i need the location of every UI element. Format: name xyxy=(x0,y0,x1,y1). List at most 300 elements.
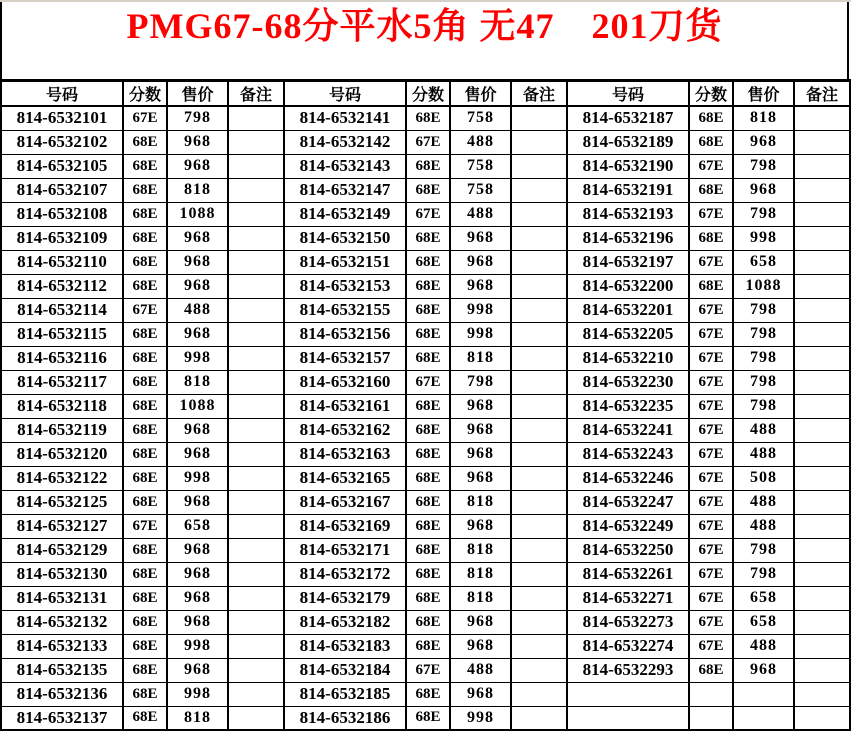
number-cell: 814-6532102 xyxy=(1,130,123,154)
number-cell: 814-6532163 xyxy=(284,442,406,466)
grade-cell: 67E xyxy=(123,298,167,322)
number-cell: 814-6532157 xyxy=(284,346,406,370)
price-cell: 968 xyxy=(733,658,794,682)
table-row xyxy=(1,370,850,394)
price-cell: 488 xyxy=(450,202,511,226)
grade-cell: 67E xyxy=(123,106,167,130)
number-cell: 814-6532197 xyxy=(567,250,689,274)
number-cell: 814-6532151 xyxy=(284,250,406,274)
table-row xyxy=(1,538,850,562)
price-cell: 968 xyxy=(450,634,511,658)
price-cell: 1088 xyxy=(733,274,794,298)
note-cell xyxy=(228,298,284,322)
grade-cell xyxy=(689,682,733,706)
note-cell xyxy=(228,562,284,586)
price-cell: 998 xyxy=(167,634,228,658)
grade-cell: 67E xyxy=(689,586,733,610)
table-row xyxy=(1,130,850,154)
price-cell: 758 xyxy=(450,178,511,202)
price-cell: 488 xyxy=(733,634,794,658)
note-cell xyxy=(228,634,284,658)
number-cell: 814-6532150 xyxy=(284,226,406,250)
grade-cell: 67E xyxy=(406,130,450,154)
grade-cell: 68E xyxy=(123,322,167,346)
grade-cell: 68E xyxy=(406,442,450,466)
grade-cell: 67E xyxy=(689,634,733,658)
table-row xyxy=(1,202,850,226)
number-cell: 814-6532161 xyxy=(284,394,406,418)
number-cell: 814-6532167 xyxy=(284,490,406,514)
note-cell xyxy=(228,346,284,370)
note-cell xyxy=(794,634,850,658)
price-cell: 968 xyxy=(450,226,511,250)
price-cell: 968 xyxy=(450,610,511,634)
note-cell xyxy=(511,202,567,226)
table-row xyxy=(1,490,850,514)
price-cell: 658 xyxy=(167,514,228,538)
price-cell: 798 xyxy=(733,370,794,394)
note-cell xyxy=(228,394,284,418)
table-row xyxy=(1,274,850,298)
note-cell xyxy=(511,154,567,178)
grade-cell: 68E xyxy=(123,610,167,634)
price-cell: 798 xyxy=(450,370,511,394)
grade-cell: 68E xyxy=(406,706,450,730)
number-cell: 814-6532271 xyxy=(567,586,689,610)
note-cell xyxy=(794,682,850,706)
number-cell: 814-6532155 xyxy=(284,298,406,322)
price-cell: 968 xyxy=(450,682,511,706)
number-cell: 814-6532200 xyxy=(567,274,689,298)
price-cell: 1088 xyxy=(167,394,228,418)
note-cell xyxy=(794,490,850,514)
number-cell: 814-6532119 xyxy=(1,418,123,442)
note-cell xyxy=(794,322,850,346)
price-cell: 658 xyxy=(733,250,794,274)
number-cell: 814-6532127 xyxy=(1,514,123,538)
number-cell: 814-6532142 xyxy=(284,130,406,154)
note-cell xyxy=(511,226,567,250)
grade-cell: 68E xyxy=(123,370,167,394)
note-cell xyxy=(511,658,567,682)
price-cell: 658 xyxy=(733,586,794,610)
grade-cell: 67E xyxy=(689,202,733,226)
grade-cell: 68E xyxy=(123,202,167,226)
grade-cell: 67E xyxy=(123,514,167,538)
grade-cell: 68E xyxy=(406,346,450,370)
price-cell: 968 xyxy=(450,394,511,418)
note-cell xyxy=(511,490,567,514)
grade-cell: 68E xyxy=(123,706,167,730)
price-cell: 508 xyxy=(733,466,794,490)
price-cell: 968 xyxy=(167,250,228,274)
note-cell xyxy=(511,298,567,322)
grade-cell: 68E xyxy=(406,610,450,634)
header-note: 备注 xyxy=(228,81,284,107)
note-cell xyxy=(794,250,850,274)
note-cell xyxy=(228,178,284,202)
note-cell xyxy=(511,322,567,346)
grade-cell: 68E xyxy=(406,634,450,658)
note-cell xyxy=(228,706,284,730)
price-cell: 798 xyxy=(733,346,794,370)
header-price: 售价 xyxy=(450,81,511,107)
price-cell: 968 xyxy=(450,250,511,274)
grade-cell: 67E xyxy=(689,466,733,490)
grade-cell: 68E xyxy=(123,274,167,298)
grade-cell: 68E xyxy=(123,418,167,442)
grade-cell: 68E xyxy=(689,130,733,154)
note-cell xyxy=(511,538,567,562)
number-cell: 814-6532136 xyxy=(1,682,123,706)
price-cell: 798 xyxy=(733,538,794,562)
grade-cell: 68E xyxy=(123,250,167,274)
number-cell: 814-6532249 xyxy=(567,514,689,538)
note-cell xyxy=(511,442,567,466)
number-cell: 814-6532182 xyxy=(284,610,406,634)
price-cell: 968 xyxy=(167,442,228,466)
table-row xyxy=(1,562,850,586)
note-cell xyxy=(794,274,850,298)
number-cell: 814-6532230 xyxy=(567,370,689,394)
grade-cell: 68E xyxy=(123,226,167,250)
table-body xyxy=(1,106,850,730)
price-cell: 818 xyxy=(733,106,794,130)
grade-cell: 68E xyxy=(406,466,450,490)
grade-cell: 67E xyxy=(689,250,733,274)
header-number: 号码 xyxy=(567,81,689,107)
note-cell xyxy=(794,202,850,226)
number-cell: 814-6532149 xyxy=(284,202,406,226)
grade-cell: 68E xyxy=(123,154,167,178)
header-note: 备注 xyxy=(511,81,567,107)
number-cell: 814-6532235 xyxy=(567,394,689,418)
price-cell: 968 xyxy=(167,538,228,562)
grade-cell: 67E xyxy=(689,298,733,322)
note-cell xyxy=(228,466,284,490)
grade-cell: 68E xyxy=(406,562,450,586)
table-row xyxy=(1,250,850,274)
price-cell: 798 xyxy=(167,106,228,130)
number-cell: 814-6532137 xyxy=(1,706,123,730)
number-cell: 814-6532243 xyxy=(567,442,689,466)
note-cell xyxy=(228,658,284,682)
price-cell: 818 xyxy=(450,346,511,370)
grade-cell: 68E xyxy=(123,658,167,682)
number-cell: 814-6532201 xyxy=(567,298,689,322)
grade-cell: 68E xyxy=(406,154,450,178)
header-number: 号码 xyxy=(1,81,123,107)
note-cell xyxy=(228,274,284,298)
grade-cell: 67E xyxy=(689,346,733,370)
number-cell: 814-6532156 xyxy=(284,322,406,346)
price-cell: 968 xyxy=(450,514,511,538)
grade-cell: 68E xyxy=(689,178,733,202)
price-cell: 798 xyxy=(733,562,794,586)
grade-cell: 68E xyxy=(406,586,450,610)
number-cell: 814-6532114 xyxy=(1,298,123,322)
grade-cell: 68E xyxy=(123,538,167,562)
header-row xyxy=(1,81,850,107)
price-table xyxy=(0,79,851,731)
note-cell xyxy=(511,250,567,274)
table-row xyxy=(1,442,850,466)
table-row xyxy=(1,226,850,250)
number-cell: 814-6532190 xyxy=(567,154,689,178)
price-cell xyxy=(733,706,794,730)
note-cell xyxy=(228,610,284,634)
grade-cell: 68E xyxy=(123,178,167,202)
table-row xyxy=(1,514,850,538)
price-cell: 998 xyxy=(167,466,228,490)
grade-cell: 68E xyxy=(689,274,733,298)
table-row xyxy=(1,466,850,490)
table-row xyxy=(1,706,850,730)
price-cell: 968 xyxy=(733,130,794,154)
grade-cell: 68E xyxy=(123,394,167,418)
table-row xyxy=(1,178,850,202)
number-cell: 814-6532153 xyxy=(284,274,406,298)
price-cell: 488 xyxy=(733,514,794,538)
table-row xyxy=(1,298,850,322)
note-cell xyxy=(511,466,567,490)
grade-cell: 68E xyxy=(406,226,450,250)
number-cell: 814-6532162 xyxy=(284,418,406,442)
table-row xyxy=(1,346,850,370)
price-cell: 1088 xyxy=(167,202,228,226)
grade-cell: 68E xyxy=(123,634,167,658)
note-cell xyxy=(511,418,567,442)
number-cell: 814-6532116 xyxy=(1,346,123,370)
table-row xyxy=(1,154,850,178)
header-grade: 分数 xyxy=(406,81,450,107)
note-cell xyxy=(794,514,850,538)
price-cell: 968 xyxy=(167,490,228,514)
note-cell xyxy=(228,514,284,538)
note-cell xyxy=(794,178,850,202)
number-cell: 814-6532205 xyxy=(567,322,689,346)
note-cell xyxy=(511,562,567,586)
grade-cell: 68E xyxy=(406,106,450,130)
number-cell: 814-6532250 xyxy=(567,538,689,562)
price-cell: 968 xyxy=(450,418,511,442)
note-cell xyxy=(228,130,284,154)
number-cell: 814-6532172 xyxy=(284,562,406,586)
number-cell: 814-6532191 xyxy=(567,178,689,202)
note-cell xyxy=(794,442,850,466)
note-cell xyxy=(794,466,850,490)
number-cell: 814-6532187 xyxy=(567,106,689,130)
note-cell xyxy=(228,682,284,706)
number-cell: 814-6532130 xyxy=(1,562,123,586)
price-cell: 818 xyxy=(450,586,511,610)
grade-cell: 67E xyxy=(689,490,733,514)
grade-cell: 67E xyxy=(689,562,733,586)
table-row xyxy=(1,610,850,634)
grade-cell: 68E xyxy=(406,298,450,322)
price-cell: 968 xyxy=(167,322,228,346)
note-cell xyxy=(228,490,284,514)
number-cell: 814-6532115 xyxy=(1,322,123,346)
price-cell: 818 xyxy=(450,562,511,586)
grade-cell: 67E xyxy=(689,418,733,442)
grade-cell: 68E xyxy=(123,490,167,514)
price-cell: 968 xyxy=(733,178,794,202)
price-cell: 998 xyxy=(167,682,228,706)
note-cell xyxy=(511,394,567,418)
price-cell: 968 xyxy=(167,418,228,442)
table-row xyxy=(1,682,850,706)
note-cell xyxy=(794,346,850,370)
number-cell: 814-6532129 xyxy=(1,538,123,562)
grade-cell: 68E xyxy=(123,346,167,370)
price-cell: 968 xyxy=(167,226,228,250)
grade-cell: 67E xyxy=(689,442,733,466)
number-cell: 814-6532196 xyxy=(567,226,689,250)
price-cell: 798 xyxy=(733,202,794,226)
table-row xyxy=(1,418,850,442)
number-cell: 814-6532117 xyxy=(1,370,123,394)
note-cell xyxy=(511,274,567,298)
number-cell: 814-6532179 xyxy=(284,586,406,610)
number-cell: 814-6532193 xyxy=(567,202,689,226)
number-cell: 814-6532185 xyxy=(284,682,406,706)
number-cell: 814-6532184 xyxy=(284,658,406,682)
note-cell xyxy=(511,130,567,154)
price-cell: 968 xyxy=(167,658,228,682)
number-cell: 814-6532122 xyxy=(1,466,123,490)
number-cell: 814-6532186 xyxy=(284,706,406,730)
price-cell: 818 xyxy=(167,706,228,730)
note-cell xyxy=(794,562,850,586)
grade-cell: 68E xyxy=(406,322,450,346)
grade-cell: 67E xyxy=(689,610,733,634)
number-cell: 814-6532169 xyxy=(284,514,406,538)
note-cell xyxy=(511,586,567,610)
price-cell: 968 xyxy=(167,274,228,298)
price-cell: 758 xyxy=(450,106,511,130)
price-cell: 488 xyxy=(733,490,794,514)
note-cell xyxy=(228,442,284,466)
number-cell: 814-6532273 xyxy=(567,610,689,634)
grade-cell: 67E xyxy=(689,514,733,538)
note-cell xyxy=(794,226,850,250)
number-cell: 814-6532108 xyxy=(1,202,123,226)
number-cell: 814-6532132 xyxy=(1,610,123,634)
number-cell: 814-6532112 xyxy=(1,274,123,298)
price-cell: 968 xyxy=(167,586,228,610)
note-cell xyxy=(228,250,284,274)
grade-cell: 68E xyxy=(123,130,167,154)
grade-cell: 68E xyxy=(123,586,167,610)
note-cell xyxy=(794,706,850,730)
grade-cell: 68E xyxy=(406,514,450,538)
header-price: 售价 xyxy=(167,81,228,107)
title-bar xyxy=(0,2,849,79)
grade-cell: 67E xyxy=(689,370,733,394)
price-sheet xyxy=(0,2,849,731)
number-cell: 814-6532125 xyxy=(1,490,123,514)
price-cell: 488 xyxy=(450,130,511,154)
price-cell: 818 xyxy=(450,538,511,562)
price-cell: 488 xyxy=(733,418,794,442)
note-cell xyxy=(794,154,850,178)
note-cell xyxy=(228,226,284,250)
number-cell: 814-6532131 xyxy=(1,586,123,610)
grade-cell: 68E xyxy=(689,106,733,130)
note-cell xyxy=(228,418,284,442)
grade-cell: 68E xyxy=(406,394,450,418)
grade-cell: 67E xyxy=(406,658,450,682)
header-grade: 分数 xyxy=(123,81,167,107)
price-cell: 968 xyxy=(450,466,511,490)
page-title: PMG67-68分平水5角 无47 201刀货 xyxy=(126,6,723,46)
number-cell: 814-6532274 xyxy=(567,634,689,658)
price-cell: 818 xyxy=(167,178,228,202)
number-cell: 814-6532135 xyxy=(1,658,123,682)
header-note: 备注 xyxy=(794,81,850,107)
price-cell: 798 xyxy=(733,322,794,346)
note-cell xyxy=(511,514,567,538)
grade-cell: 68E xyxy=(123,442,167,466)
note-cell xyxy=(511,106,567,130)
price-cell: 968 xyxy=(450,274,511,298)
number-cell: 814-6532261 xyxy=(567,562,689,586)
note-cell xyxy=(228,586,284,610)
price-cell: 818 xyxy=(167,370,228,394)
price-cell: 998 xyxy=(450,298,511,322)
number-cell: 814-6532247 xyxy=(567,490,689,514)
grade-cell: 68E xyxy=(406,538,450,562)
grade-cell: 68E xyxy=(123,562,167,586)
note-cell xyxy=(228,538,284,562)
grade-cell xyxy=(689,706,733,730)
table-row xyxy=(1,658,850,682)
note-cell xyxy=(511,634,567,658)
table-row xyxy=(1,634,850,658)
grade-cell: 67E xyxy=(689,322,733,346)
price-cell: 488 xyxy=(450,658,511,682)
number-cell: 814-6532189 xyxy=(567,130,689,154)
note-cell xyxy=(794,298,850,322)
number-cell: 814-6532141 xyxy=(284,106,406,130)
note-cell xyxy=(511,610,567,634)
price-cell: 998 xyxy=(167,346,228,370)
note-cell xyxy=(794,106,850,130)
note-cell xyxy=(228,370,284,394)
price-cell: 968 xyxy=(167,154,228,178)
grade-cell: 67E xyxy=(406,202,450,226)
header-number: 号码 xyxy=(284,81,406,107)
price-cell: 798 xyxy=(733,394,794,418)
price-cell: 798 xyxy=(733,154,794,178)
grade-cell: 67E xyxy=(689,154,733,178)
header-price: 售价 xyxy=(733,81,794,107)
note-cell xyxy=(228,106,284,130)
note-cell xyxy=(511,682,567,706)
number-cell xyxy=(567,706,689,730)
price-cell: 488 xyxy=(167,298,228,322)
number-cell: 814-6532241 xyxy=(567,418,689,442)
price-cell: 968 xyxy=(167,562,228,586)
price-cell: 998 xyxy=(450,706,511,730)
number-cell: 814-6532210 xyxy=(567,346,689,370)
price-cell: 758 xyxy=(450,154,511,178)
note-cell xyxy=(511,346,567,370)
grade-cell: 68E xyxy=(406,274,450,298)
header-grade: 分数 xyxy=(689,81,733,107)
number-cell: 814-6532160 xyxy=(284,370,406,394)
